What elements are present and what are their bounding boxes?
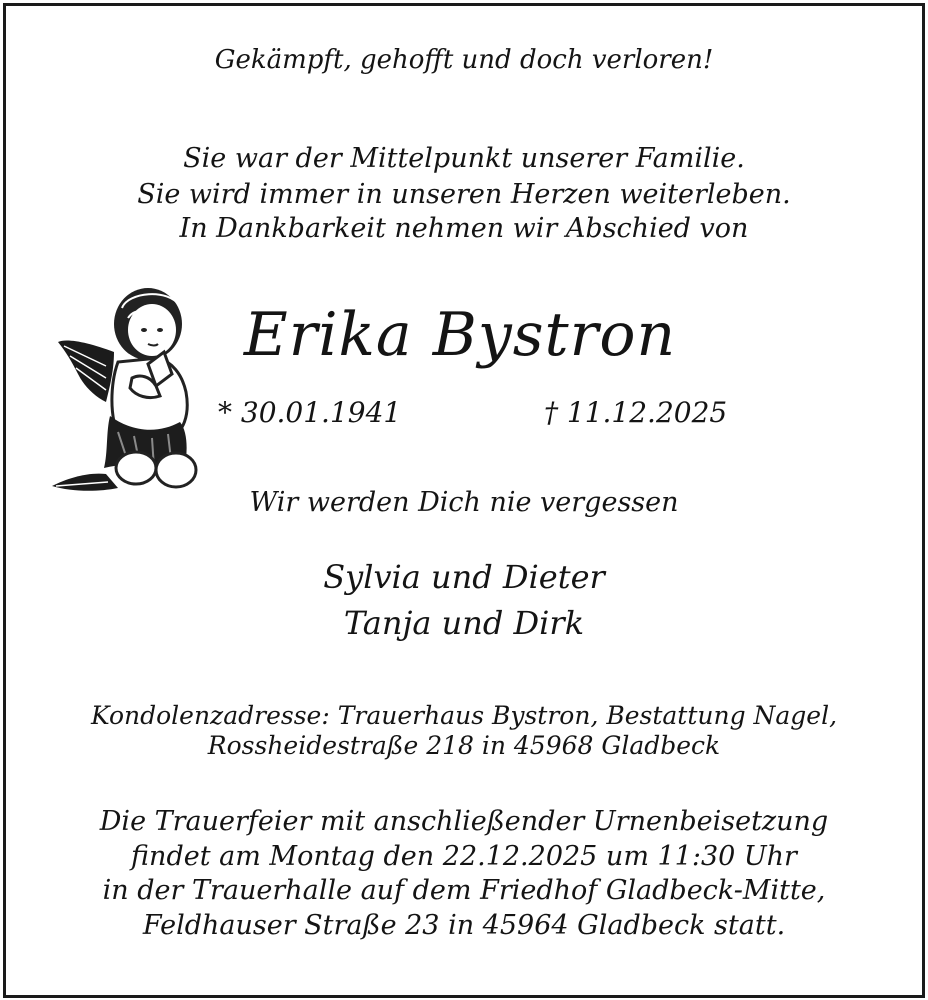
condolence-line-2: Rossheidestraße 218 in 45968 Gladbeck [207,731,721,760]
intro-line-1: Sie war der Mittelpunkt unserer Familie. [183,143,745,174]
intro-line-3: In Dankbarkeit nehmen wir Abschied von [179,213,749,244]
birth-date: * 30.01.1941 [218,396,402,429]
deceased-name: Erika Bystron [243,300,677,370]
mourner-line-2: Tanja und Dirk [343,604,585,642]
mourner-line-1: Sylvia und Dieter [323,558,605,596]
intro-line-2: Sie wird immer in unseren Herzen weiterleben. [137,179,791,210]
funeral-line-3: in der Trauerhalle auf dem Friedhof Gladbeck-Mitte, [102,875,826,906]
funeral-line-1: Die Trauerfeier mit anschließender Urnenbeisetzung [99,806,829,837]
condolence-line-1: Kondolenzadresse: Trauerhaus Bystron, Bestattung Nagel, [90,701,838,730]
remembrance-line: Wir werden Dich nie vergessen [249,487,679,518]
opening-quote: Gekämpft, gehofft und doch verloren! [214,45,714,75]
praying-cherub-angel-illustration [48,282,210,494]
funeral-line-4: Feldhauser Straße 23 in 45964 Gladbeck statt. [142,910,786,941]
death-date: † 11.12.2025 [544,396,728,429]
funeral-line-2: findet am Montag den 22.12.2025 um 11:30 Uhr [131,841,797,872]
